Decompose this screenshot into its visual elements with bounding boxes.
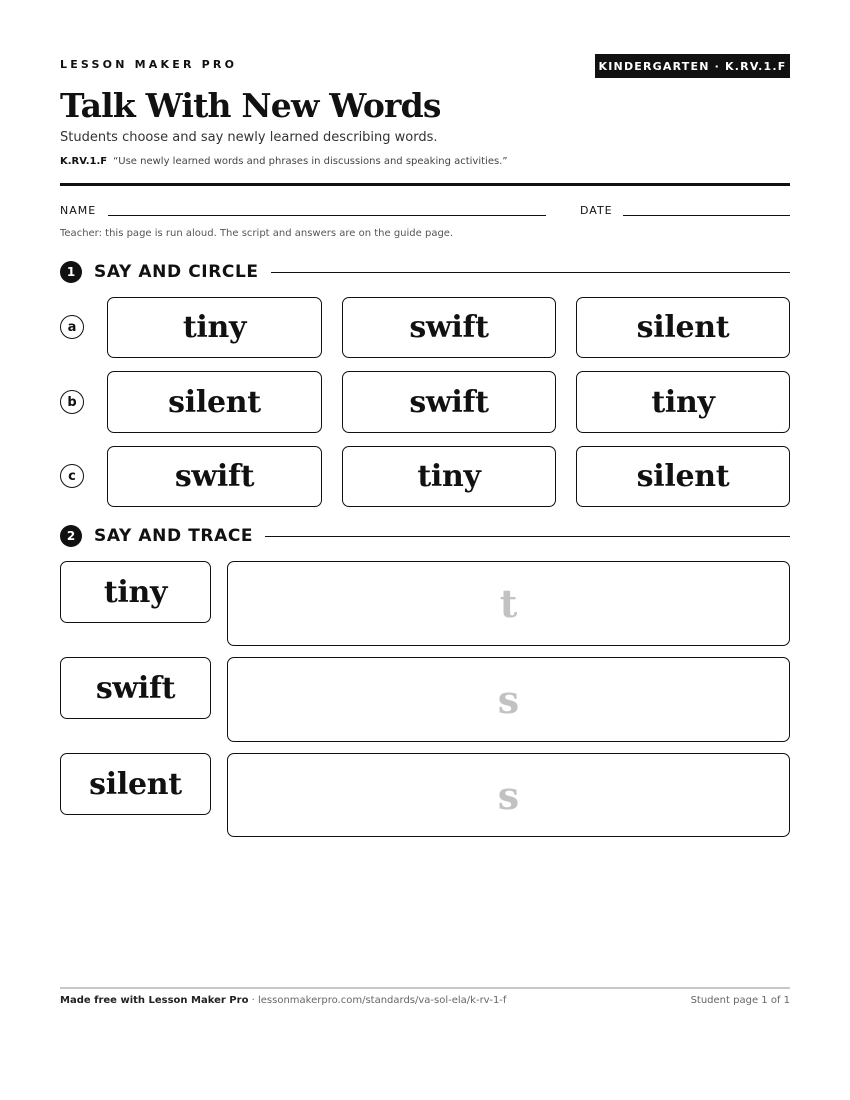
section-title: SAY AND CIRCLE bbox=[94, 262, 259, 282]
footer-credit bbox=[60, 995, 506, 1006]
section-rule bbox=[265, 536, 790, 537]
trace-area[interactable] bbox=[227, 561, 790, 646]
date-field[interactable] bbox=[623, 215, 790, 216]
header-divider bbox=[60, 183, 790, 186]
trace-word-card: tiny bbox=[60, 561, 211, 623]
trace-letter: s bbox=[497, 677, 520, 722]
grade-badge: KINDERGARTEN · K.RV.1.F bbox=[595, 54, 790, 78]
word-choice[interactable]: tiny bbox=[107, 297, 322, 358]
word-choice[interactable]: swift bbox=[342, 371, 556, 433]
trace-word-card: silent bbox=[60, 753, 211, 815]
word-choice[interactable]: tiny bbox=[576, 371, 790, 433]
standard-line bbox=[60, 156, 508, 167]
page-subtitle: Students choose and say newly learned describing words. bbox=[60, 130, 438, 145]
footer-divider bbox=[60, 987, 790, 989]
name-field[interactable] bbox=[108, 215, 546, 216]
standard-code: K.RV.1.F bbox=[60, 156, 108, 167]
word-choice[interactable]: silent bbox=[576, 446, 790, 507]
trace-word-card: swift bbox=[60, 657, 211, 719]
footer-url[interactable]: · lessonmakerpro.com/standards/va-sol-ela/k-rv-1-f bbox=[251, 995, 507, 1006]
section-number: 2 bbox=[60, 525, 82, 547]
section-say-and-trace bbox=[60, 524, 790, 548]
section-number: 1 bbox=[60, 261, 82, 283]
trace-letter: s bbox=[497, 772, 520, 818]
word-choice[interactable]: swift bbox=[342, 297, 556, 358]
trace-area[interactable] bbox=[227, 657, 790, 742]
page-title: Talk With New Words bbox=[60, 86, 441, 125]
footer-made-with: Made free with Lesson Maker Pro bbox=[60, 995, 249, 1006]
row-letter: b bbox=[60, 390, 84, 414]
word-choice[interactable]: silent bbox=[576, 297, 790, 358]
name-label: NAME bbox=[60, 204, 97, 217]
word-choice[interactable]: silent bbox=[107, 371, 322, 433]
section-say-and-circle bbox=[60, 260, 790, 284]
trace-area[interactable] bbox=[227, 753, 790, 837]
teacher-note: Teacher: this page is run aloud. The script and answers are on the guide page. bbox=[60, 228, 454, 239]
row-letter: a bbox=[60, 315, 84, 339]
section-rule bbox=[271, 272, 790, 273]
trace-letter: t bbox=[499, 581, 518, 626]
date-label: DATE bbox=[580, 204, 613, 217]
brand-name: LESSON MAKER PRO bbox=[60, 58, 238, 71]
word-choice[interactable]: tiny bbox=[342, 446, 556, 507]
standard-text: “Use newly learned words and phrases in discussions and speaking activities.” bbox=[113, 156, 508, 167]
word-choice[interactable]: swift bbox=[107, 446, 322, 507]
section-title: SAY AND TRACE bbox=[94, 526, 254, 546]
footer-page-number: Student page 1 of 1 bbox=[690, 995, 790, 1006]
row-letter: c bbox=[60, 464, 84, 488]
